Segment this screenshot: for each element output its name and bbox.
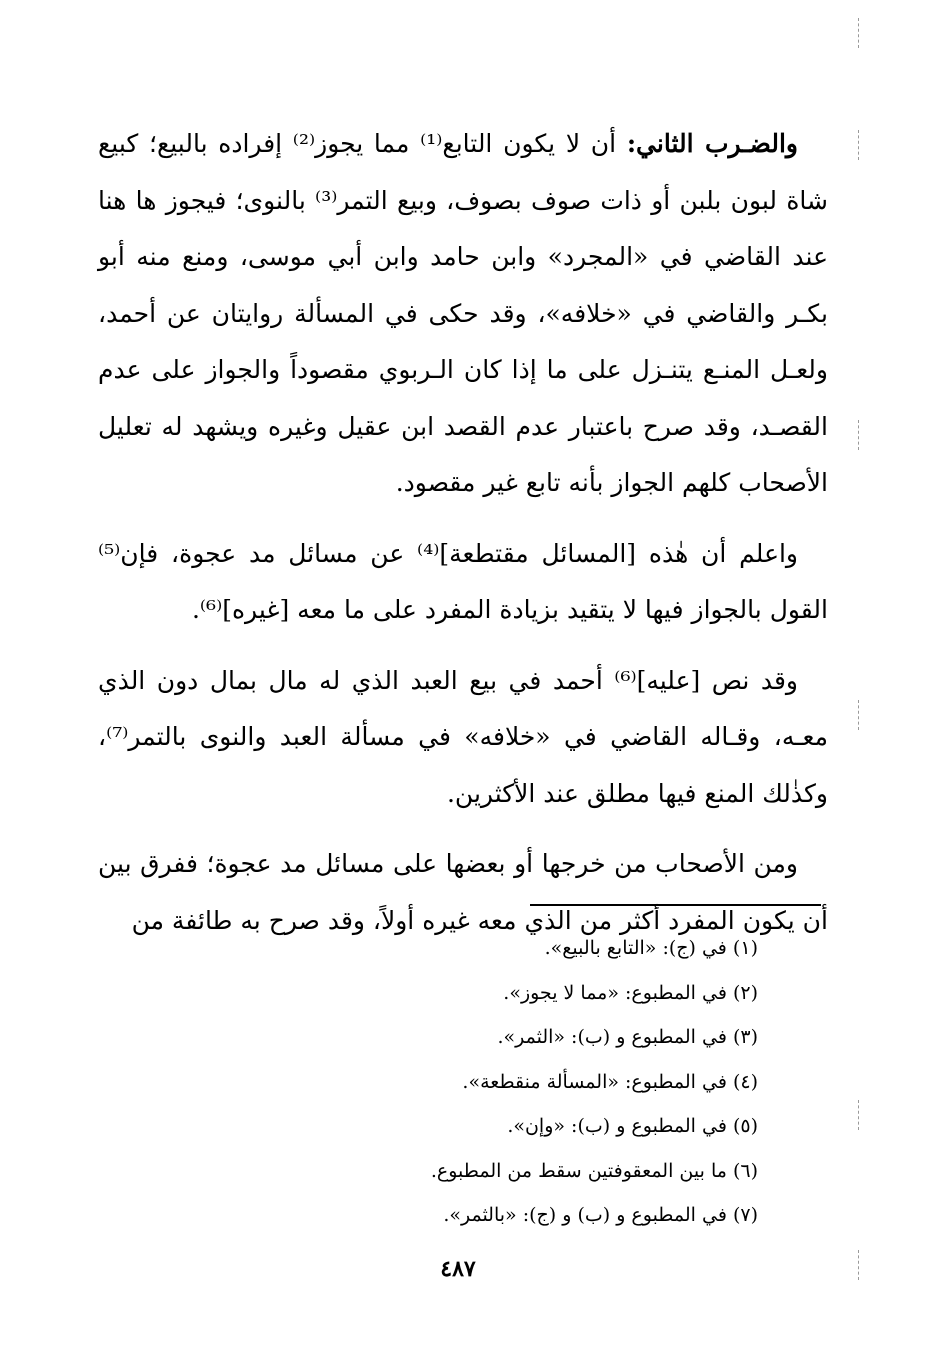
paragraph-lead: والضـرب الثاني: <box>626 129 798 158</box>
paragraph-text: ومن الأصحاب من خرجها أو بعضها على مسائل مد عجوة؛ ففرق بين أن يكون المفرد أكثر من الذي معه غيره أولاً، وقد صرح به طائفة من <box>98 849 828 935</box>
scan-margin-mark <box>858 1100 859 1130</box>
footnote: (١) في (ج): «التابع بالبيع». <box>544 937 758 959</box>
paragraph <box>98 526 828 639</box>
scan-margin-mark <box>858 18 859 48</box>
scan-margin-mark <box>858 700 859 730</box>
scan-margin-mark <box>858 420 859 450</box>
footnotes <box>380 926 758 1238</box>
paragraph-text: واعلم أن هٰذه [المسائل مقتطعة]⁽⁴⁾ عن مسائل مد عجوة، فإن⁽⁵⁾ القول بالجواز فيها لا يتقيد بزيادة المفرد على ما معه [غيره]⁽⁶⁾. <box>98 538 828 624</box>
page-number: ٤٨٧ <box>440 1256 476 1282</box>
paragraph <box>98 116 828 512</box>
footnote: (٧) في المطبوع و (ب) و (ج): «بالثمر». <box>443 1204 758 1226</box>
footnote: (٢) في المطبوع: «مما لا يجوز». <box>503 981 758 1004</box>
footnote: (٤) في المطبوع: «المسألة منقطعة». <box>462 1070 758 1093</box>
paragraph <box>98 653 828 823</box>
footnote: (٣) في المطبوع و (ب): «الثمر». <box>497 1026 758 1048</box>
footnote: (٦) ما بين المعقوفتين سقط من المطبوع. <box>430 1159 758 1182</box>
scan-margin-mark <box>858 130 859 160</box>
footnote: (٥) في المطبوع و (ب): «وإن». <box>507 1115 758 1137</box>
paragraph-text: وقد نص [عليه]⁽⁶⁾ أحمد في بيع العبد الذي له مال بمال دون الذي معـه، وقـاله القاضي في «خلافه» في مسألة العبد والنوى بالتمر⁽⁷⁾، وكذٰلك المنع فيها مطلق عند الأكثرين. <box>98 665 828 808</box>
footnote-separator <box>530 904 821 906</box>
scan-margin-mark <box>858 1250 859 1280</box>
paragraph-text: أن لا يكون التابع⁽¹⁾ مما يجوز⁽²⁾ إفراده بالبيع؛ كبيع شاة لبون بلبن أو ذات صوف بصوف، وبيع التمر⁽³⁾ بالنوى؛ فيجوز ها هنا عند القاضي في «المجرد» وابن حامد وابن أبي موسى، ومنع منه أبو بكـر والقاضي في «خلافه»، وقد حكى في المسألة روايتان عن أحمد، ولعـل المنـع يتنـزل على ما إذا كان الـربوي مقصوداً والجواز على عدم القصـد، وقد صرح باعتبار عدم القصد ابن عقيل وغيره ويشهد له تعليل الأصحاب كلهم الجواز بأنه تابع غير مقصود. <box>98 129 828 497</box>
main-text <box>98 116 828 949</box>
